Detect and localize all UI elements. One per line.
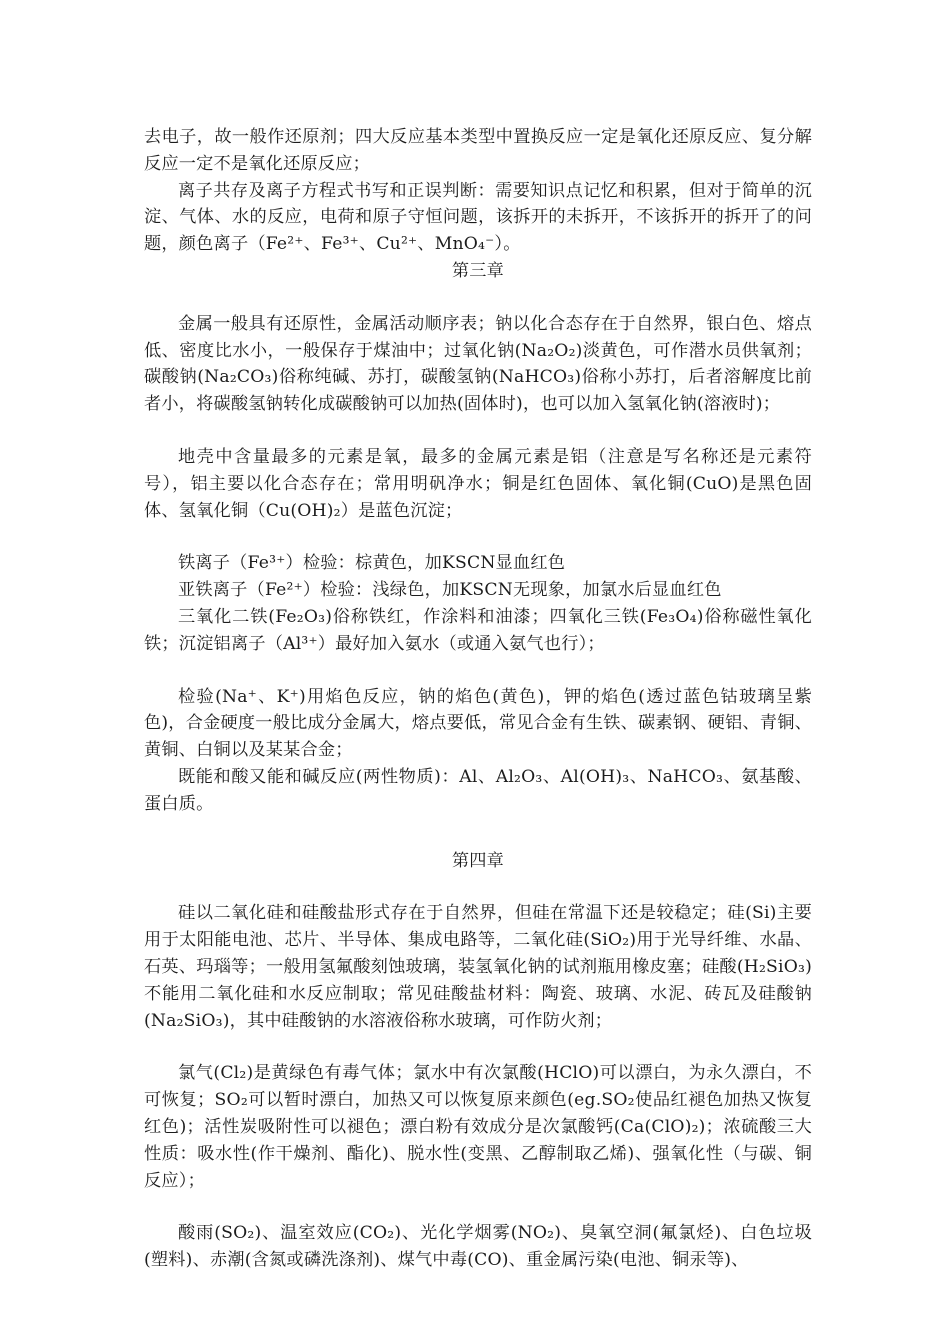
paragraph: 金属一般具有还原性，金属活动顺序表；钠以化合态存在于自然界，银白色、熔点低、密度比水小，一般保存于煤油中；过氧化钠(Na₂O₂)淡黄色，可作潜水员供氧剂；碳酸钠(Na₂CO₃)俗称纯碱、苏打，碳酸氢钠(NaHCO₃)俗称小苏打，后者溶解度比前者小，将碳酸氢钠转化成碳酸钠可以加热(固体时)，也可以加入氢氧化钠(溶液时)； bbox=[144, 313, 812, 415]
paragraph: 检验(Na⁺、K⁺)用焰色反应，钠的焰色(黄色)，钾的焰色(透过蓝色钴玻璃呈紫色)，合金硬度一般比成分金属大，熔点要低，常见合金有生铁、碳素钢、硬铝、青铜、黄铜、白铜以及某某合金； bbox=[144, 686, 812, 761]
paragraph: 离子共存及离子方程式书写和正误判断：需要知识点记忆和积累，但对于简单的沉淀、气体、水的反应，电荷和原子守恒问题，该拆开的未拆开，不该拆开的拆开了的问题，颜色离子（Fe²⁺、Fe³⁺、Cu²⁺、MnO₄⁻）。 bbox=[144, 180, 812, 255]
document-page bbox=[144, 124, 812, 1274]
chapter-heading: 第三章 bbox=[451, 260, 505, 281]
paragraph: 去电子，故一般作还原剂；四大反应基本类型中置换反应一定是氧化还原反应、复分解反应一定不是氧化还原反应； bbox=[144, 127, 812, 174]
paragraph: 氯气(Cl₂)是黄绿色有毒气体；氯水中有次氯酸(HClO)可以漂白，为永久漂白，不可恢复；SO₂可以暂时漂白，加热又可以恢复原来颜色(eg.SO₂使品红褪色加热又恢复红色)；活性炭吸附性可以褪色；漂白粉有效成分是次氯酸钙(Ca(ClO)₂)；浓硫酸三大性质：吸水性(作干燥剂、酯化)、脱水性(变黑、乙醇制取乙烯)、强氧化性（与碳、铜反应）； bbox=[144, 1063, 812, 1191]
chapter-heading: 第四章 bbox=[451, 850, 505, 871]
paragraph: 三氧化二铁(Fe₂O₃)俗称铁红，作涂料和油漆；四氧化三铁(Fe₃O₄)俗称磁性氧化铁；沉淀铝离子（Al³⁺）最好加入氨水（或通入氨气也行）； bbox=[144, 606, 812, 654]
paragraph: 硅以二氧化硅和硅酸盐形式存在于自然界，但硅在常温下还是较稳定；硅(Si)主要用于太阳能电池、芯片、半导体、集成电路等，二氧化硅(SiO₂)用于光导纤维、水晶、石英、玛瑙等；一般用氢氟酸刻蚀玻璃，装氢氧化钠的试剂瓶用橡皮塞；硅酸(H₂SiO₃)不能用二氧化硅和水反应制取；常见硅酸盐材料：陶瓷、玻璃、水泥、砖瓦及硅酸钠(Na₂SiO₃)，其中硅酸钠的水溶液俗称水玻璃，可作防火剂； bbox=[144, 903, 812, 1031]
paragraph: 地壳中含量最多的元素是氧，最多的金属元素是铝（注意是写名称还是元素符号），铝主要以化合态存在；常用明矾净水；铜是红色固体、氧化铜(CuO)是黑色固体、氢氧化铜（Cu(OH)₂）是蓝色沉淀； bbox=[144, 446, 812, 521]
paragraph: 铁离子（Fe³⁺）检验：棕黄色，加KSCN显血红色 bbox=[178, 553, 566, 574]
paragraph: 酸雨(SO₂)、温室效应(CO₂)、光化学烟雾(NO₂)、臭氧空洞(氟氯烃)、白色垃圾(塑料)、赤潮(含氮或磷洗涤剂)、煤气中毒(CO)、重金属污染(电池、铜汞等)、 bbox=[144, 1223, 812, 1271]
paragraph: 亚铁离子（Fe²⁺）检验：浅绿色，加KSCN无现象，加氯水后显血红色 bbox=[178, 580, 722, 601]
paragraph: 既能和酸又能和碱反应(两性物质)：Al、Al₂O₃、Al(OH)₃、NaHCO₃、氨基酸、蛋白质。 bbox=[144, 766, 812, 814]
